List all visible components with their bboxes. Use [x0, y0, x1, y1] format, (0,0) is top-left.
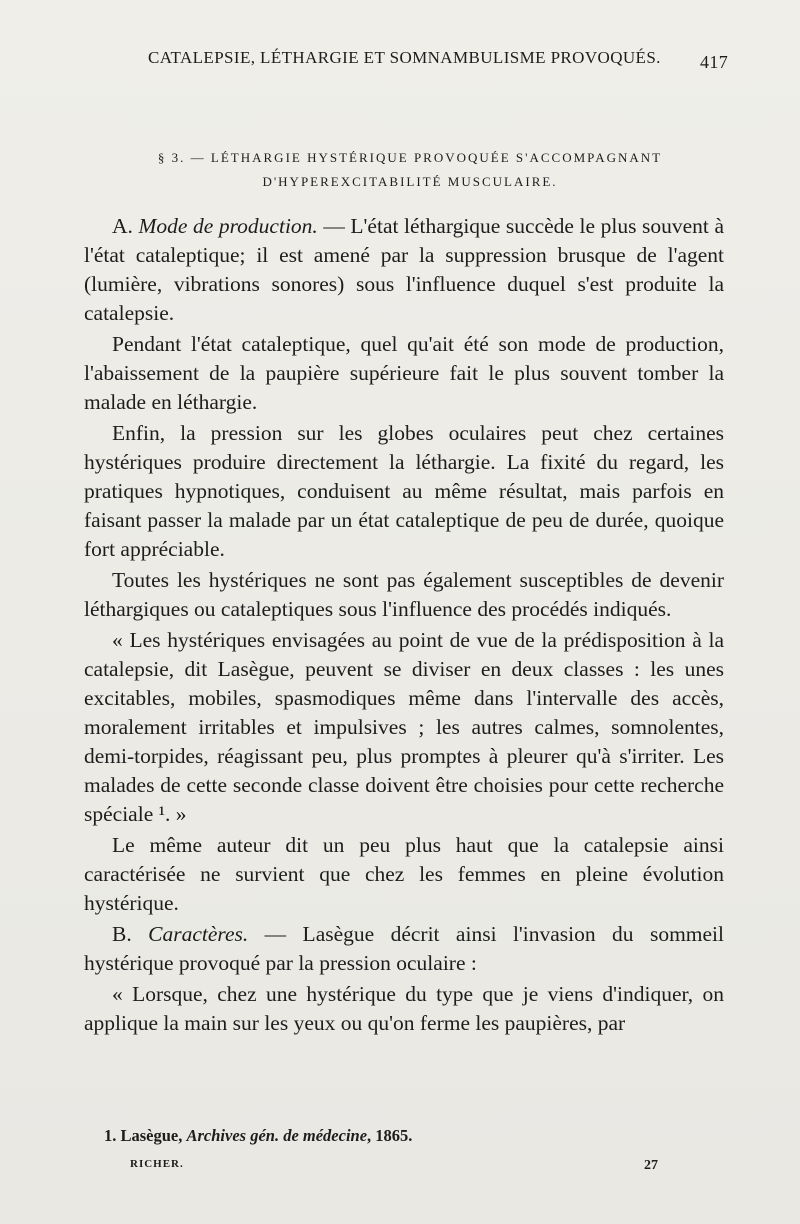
page-number: 417 — [700, 52, 729, 72]
section-heading-line-1: § 3. — LÉTHARGIE HYSTÉRIQUE PROVOQUÉE S'ACCOMPAGNANT — [157, 150, 663, 165]
paragraph-7-italic: Caractères. — [148, 922, 249, 946]
paragraph-3: Enfin, la pression sur les globes oculaires peut chez certaines hystériques produire directement la léthargie. La fixité du regard, les pratiques hypnotiques, conduisent au même résultat, mais parfois en faisant passer la malade par un état cataleptique de peu de durée, quoique fort appréciable. — [84, 421, 724, 561]
section-heading — [110, 146, 710, 194]
footnote-italic: Archives gén. de médecine — [186, 1126, 368, 1145]
paragraph-1-lead: A. — [112, 214, 133, 238]
paragraph-7-lead: B. — [112, 922, 132, 946]
footnote — [104, 1126, 704, 1146]
section-heading-line-2: D'HYPEREXCITABILITÉ MUSCULAIRE. — [262, 174, 558, 189]
paragraph-4: Toutes les hystériques ne sont pas également susceptibles de devenir léthargiques ou cataleptiques sous l'influence des procédés indiqués. — [84, 568, 724, 621]
running-header — [148, 48, 738, 72]
paragraph-7 — [84, 920, 724, 978]
body-text — [84, 212, 724, 1038]
paragraph-1-italic: Mode de production. — [138, 214, 318, 238]
paragraph-2: Pendant l'état cataleptique, quel qu'ait été son mode de production, l'abaissement de la paupière supérieure fait le plus souvent tomber la malade en léthargie. — [84, 332, 724, 414]
paragraph-8: « Lorsque, chez une hystérique du type que je viens d'indiquer, on applique la main sur les yeux ou qu'on ferme les paupières, par — [84, 982, 724, 1035]
paragraph-1 — [84, 212, 724, 328]
paragraph-5: « Les hystériques envisagées au point de vue de la prédisposition à la catalepsie, dit Lasègue, peuvent se diviser en deux classes : les unes excitables, mobiles, spasmodiques même dans l'intervalle des accès, moralement irritables et impulsives ; les autres calmes, somnolentes, demi-torpides, réagissant peu, plus promptes à pleurer qu'à s'irriter. Les malades de cette seconde classe doivent être choisies pour cette recherche spéciale ¹. » — [84, 628, 724, 826]
running-title: CATALEPSIE, LÉTHARGIE ET SOMNAMBULISME PROVOQUÉS. — [148, 48, 661, 67]
paragraph-7-rest: — Lasègue décrit ainsi l'invasion du sommeil hystérique provoqué par la pression oculaire : — [84, 922, 724, 975]
signature-number: 27 — [644, 1158, 658, 1173]
footnote-rest: , 1865. — [367, 1126, 413, 1145]
signature-mark: RICHER. — [130, 1158, 184, 1170]
paragraph-1-rest: — L'état léthargique succède le plus souvent à l'état cataleptique; il est amené par la suppression brusque de l'agent (lumière, vibrations sonores) sous l'influence duquel s'est produite la catalepsie. — [84, 214, 724, 325]
paragraph-6: Le même auteur dit un peu plus haut que la catalepsie ainsi caractérisée ne survient que chez les femmes en pleine évolution hystérique. — [84, 833, 724, 915]
footnote-lead: 1. Lasègue, — [104, 1126, 187, 1145]
